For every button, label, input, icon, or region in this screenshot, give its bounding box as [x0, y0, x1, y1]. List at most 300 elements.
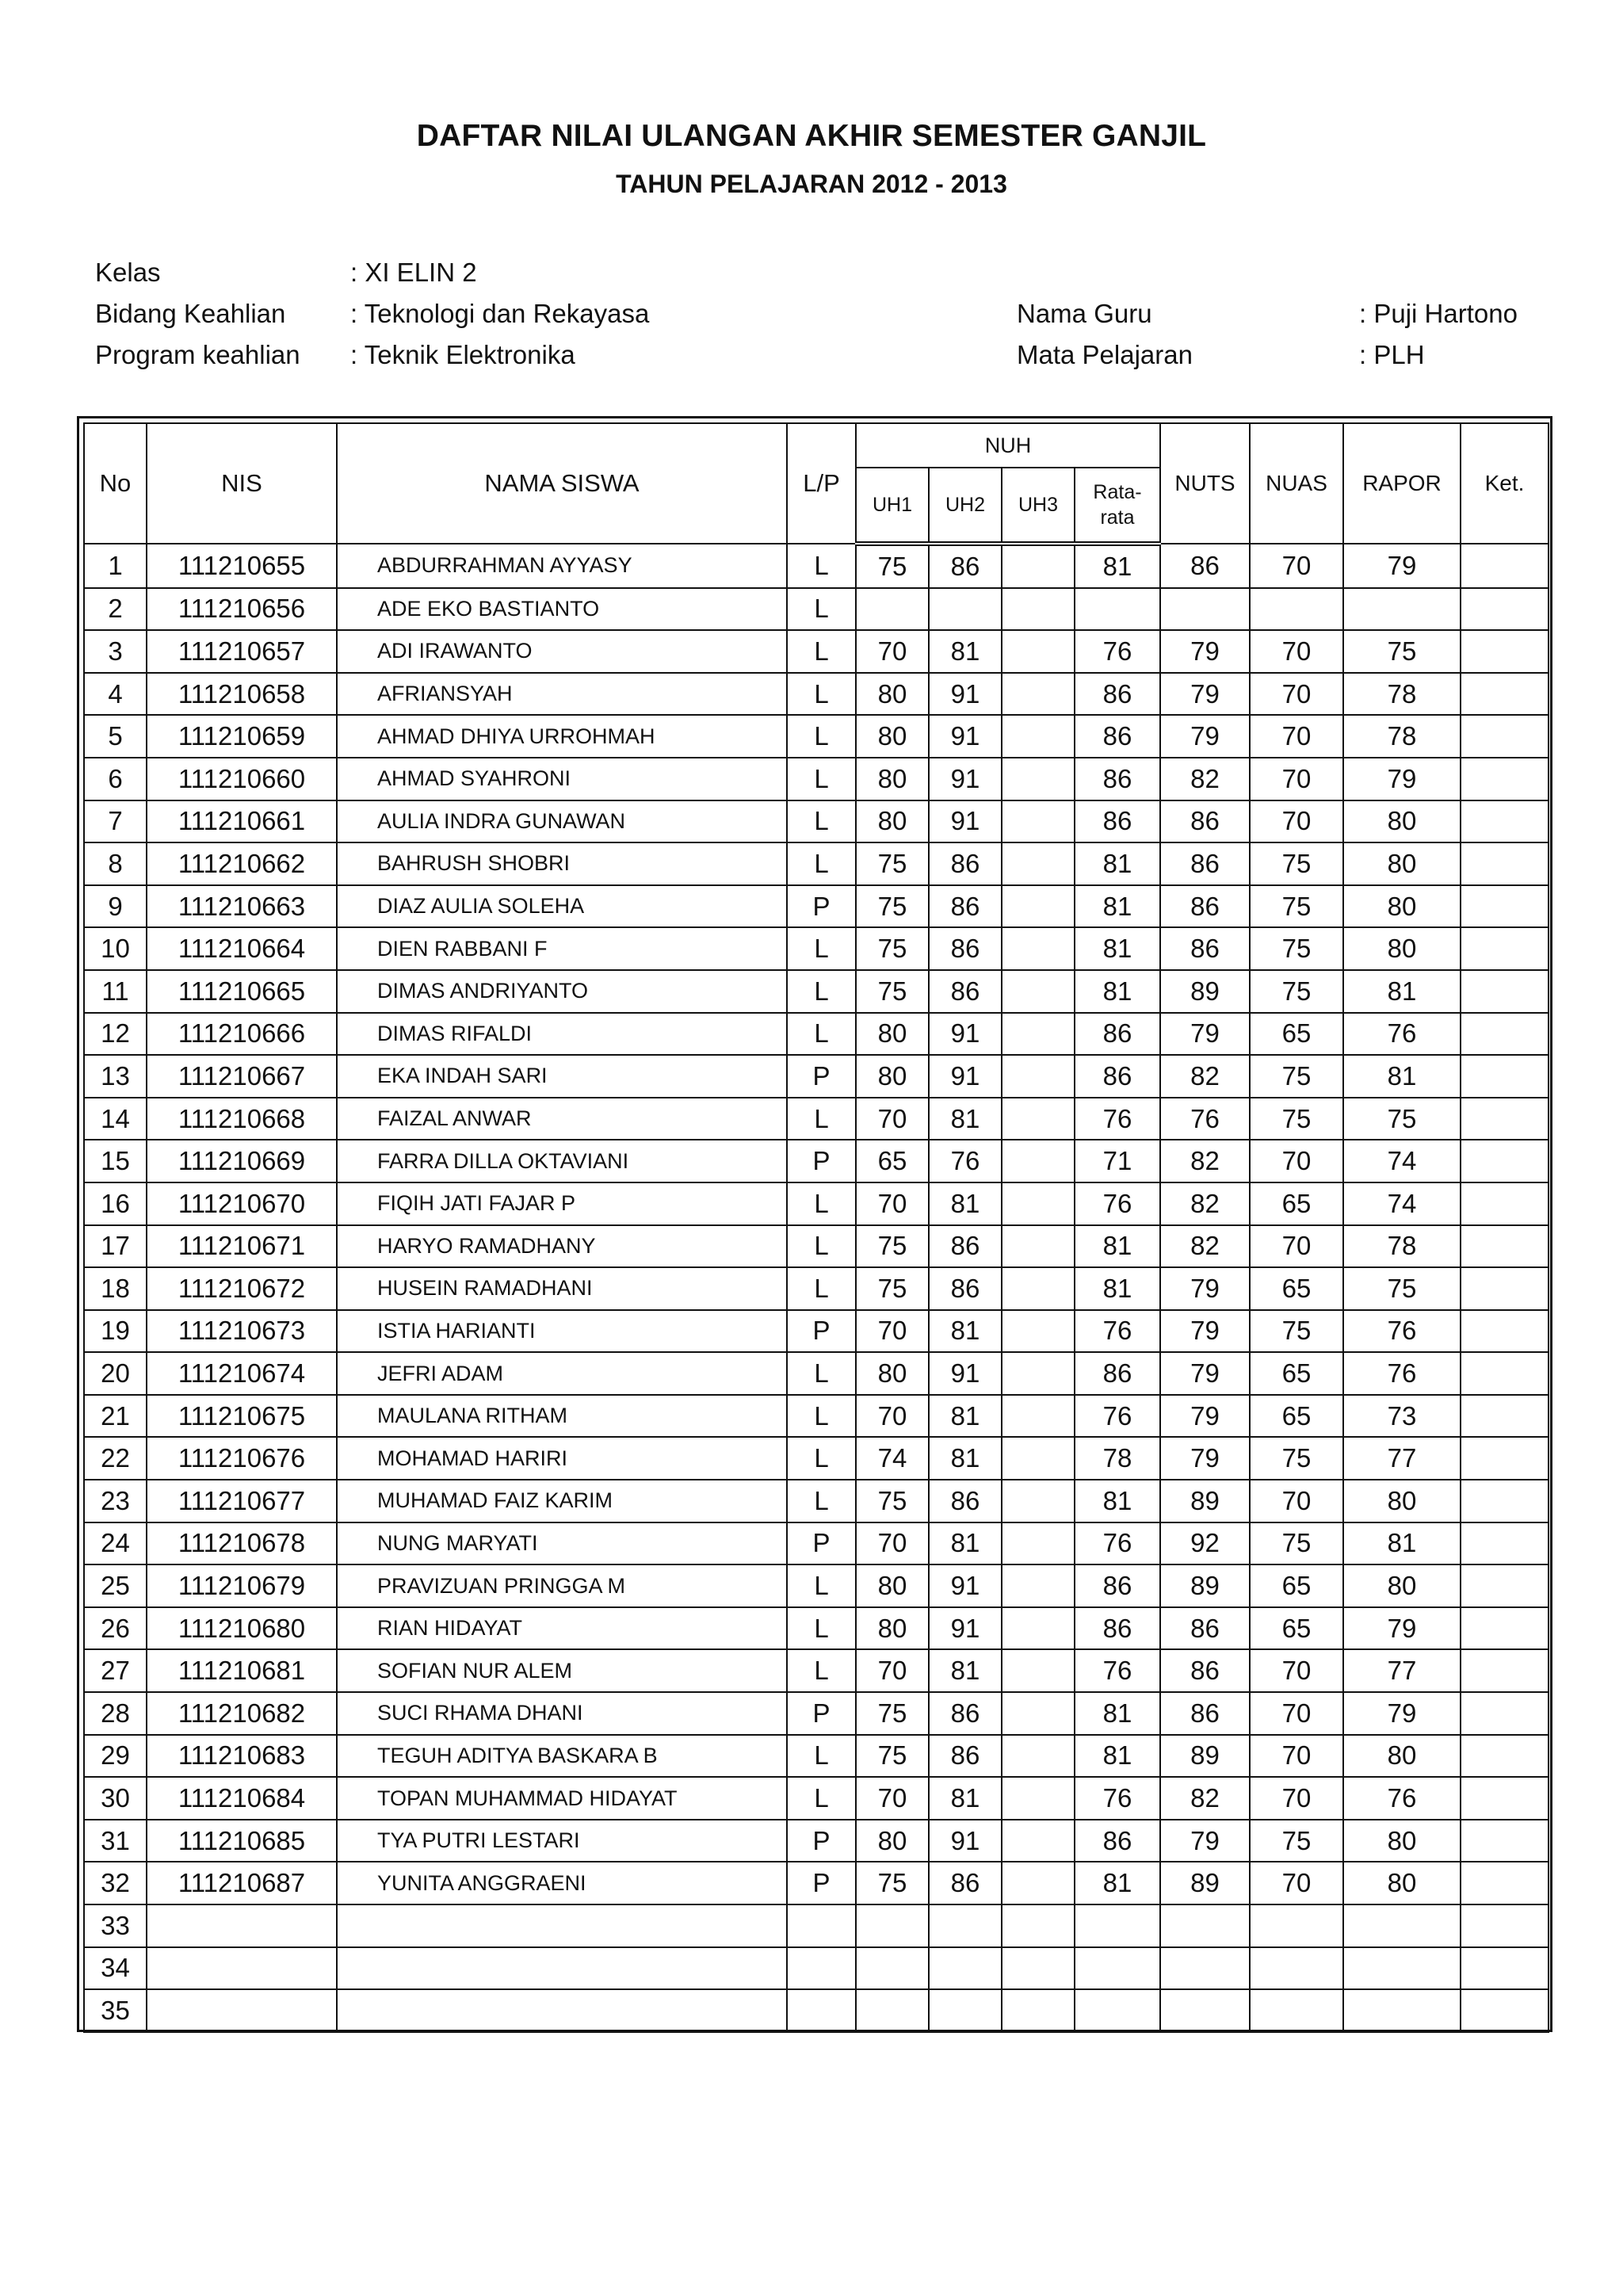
cell-nis: 111210675: [147, 1395, 337, 1438]
table-row: [84, 1182, 1549, 1225]
cell-lp: L: [787, 1564, 856, 1607]
cell-rapor: 77: [1343, 1649, 1461, 1692]
cell-uh1: 75: [856, 1692, 929, 1735]
table-row: [84, 1480, 1549, 1522]
cell-nis: 111210661: [147, 800, 337, 843]
cell-no: 24: [84, 1522, 147, 1565]
cell-uh1: 65: [856, 1140, 929, 1182]
cell-ket: [1461, 1013, 1549, 1056]
cell-uh1: 74: [856, 1437, 929, 1480]
cell-rata: 86: [1075, 673, 1160, 716]
guru-label: Nama Guru: [1017, 299, 1152, 328]
cell-rapor: 76: [1343, 1013, 1461, 1056]
cell-rata: 81: [1075, 842, 1160, 885]
cell-no: 10: [84, 927, 147, 970]
cell-rata: 86: [1075, 1055, 1160, 1098]
cell-nuas: 70: [1250, 1480, 1343, 1522]
cell-rapor: 79: [1343, 1692, 1461, 1735]
cell-nama: TEGUH ADITYA BASKARA B: [337, 1735, 787, 1778]
cell-nuas: 70: [1250, 1692, 1343, 1735]
cell-nama: DIMAS ANDRIYANTO: [337, 970, 787, 1013]
cell-uh2: 86: [929, 970, 1002, 1013]
cell-uh1: 70: [856, 1777, 929, 1820]
cell-nis: 111210676: [147, 1437, 337, 1480]
cell-lp: P: [787, 1692, 856, 1735]
table-row: [84, 1395, 1549, 1438]
cell-rapor: 78: [1343, 673, 1461, 716]
mapel-row: [1017, 334, 1518, 376]
cell-rapor: 80: [1343, 1735, 1461, 1778]
grades-table: [83, 422, 1549, 2033]
cell-uh3: [1002, 1140, 1075, 1182]
cell-uh3: [1002, 1098, 1075, 1140]
cell-no: 18: [84, 1267, 147, 1310]
cell-uh1: [856, 1904, 929, 1947]
cell-rapor: 81: [1343, 1055, 1461, 1098]
cell-ket: [1461, 1267, 1549, 1310]
cell-uh2: 81: [929, 1777, 1002, 1820]
cell-nama: DIMAS RIFALDI: [337, 1013, 787, 1056]
cell-nis: 111210669: [147, 1140, 337, 1182]
cell-nuas: 65: [1250, 1013, 1343, 1056]
cell-uh2: 86: [929, 1862, 1002, 1904]
cell-nama: DIEN RABBANI F: [337, 927, 787, 970]
bidang-value: : Teknologi dan Rekayasa: [350, 299, 650, 328]
cell-nuas: 65: [1250, 1182, 1343, 1225]
cell-lp: L: [787, 1182, 856, 1225]
cell-uh3: [1002, 1437, 1075, 1480]
cell-uh1: 80: [856, 1564, 929, 1607]
cell-uh3: [1002, 842, 1075, 885]
cell-ket: [1461, 1777, 1549, 1820]
cell-uh1: 80: [856, 673, 929, 716]
cell-uh3: [1002, 588, 1075, 631]
cell-nis: 111210684: [147, 1777, 337, 1820]
cell-nuas: 75: [1250, 927, 1343, 970]
cell-nama: ISTIA HARIANTI: [337, 1310, 787, 1353]
cell-ket: [1461, 1989, 1549, 2032]
cell-nuas: 70: [1250, 1649, 1343, 1692]
cell-rata: 76: [1075, 1098, 1160, 1140]
table-row: [84, 1310, 1549, 1353]
cell-uh1: 80: [856, 1607, 929, 1650]
cell-uh1: 75: [856, 885, 929, 928]
cell-nama: HUSEIN RAMADHANI: [337, 1267, 787, 1310]
cell-nama: AHMAD SYAHRONI: [337, 758, 787, 800]
cell-uh3: [1002, 1055, 1075, 1098]
program-value: : Teknik Elektronika: [350, 340, 575, 369]
cell-uh3: [1002, 673, 1075, 716]
cell-nuts: 86: [1160, 1692, 1250, 1735]
cell-no: 28: [84, 1692, 147, 1735]
cell-lp: P: [787, 1820, 856, 1862]
cell-no: 9: [84, 885, 147, 928]
table-row: [84, 1862, 1549, 1904]
cell-nuts: 79: [1160, 1013, 1250, 1056]
cell-lp: L: [787, 1437, 856, 1480]
cell-lp: L: [787, 1098, 856, 1140]
cell-rapor: 79: [1343, 544, 1461, 588]
cell-no: 35: [84, 1989, 147, 2032]
cell-uh3: [1002, 1862, 1075, 1904]
cell-nama: FAIZAL ANWAR: [337, 1098, 787, 1140]
cell-nuts: 89: [1160, 970, 1250, 1013]
guru-row: [1017, 293, 1518, 334]
cell-uh2: 81: [929, 1649, 1002, 1692]
cell-uh1: 75: [856, 1480, 929, 1522]
cell-nuas: 70: [1250, 673, 1343, 716]
cell-uh3: [1002, 1267, 1075, 1310]
cell-rata: 71: [1075, 1140, 1160, 1182]
cell-nuas: 70: [1250, 1140, 1343, 1182]
cell-uh2: 76: [929, 1140, 1002, 1182]
cell-rapor: 74: [1343, 1182, 1461, 1225]
cell-nuts: 86: [1160, 800, 1250, 843]
cell-ket: [1461, 1522, 1549, 1565]
table-row: [84, 1098, 1549, 1140]
cell-uh3: [1002, 1777, 1075, 1820]
cell-uh2: 86: [929, 927, 1002, 970]
cell-nama: AULIA INDRA GUNAWAN: [337, 800, 787, 843]
cell-nama: YUNITA ANGGRAENI: [337, 1862, 787, 1904]
table-row: [84, 1352, 1549, 1395]
bidang-row: [95, 293, 649, 334]
cell-nuts: 79: [1160, 673, 1250, 716]
cell-ket: [1461, 842, 1549, 885]
cell-nis: 111210680: [147, 1607, 337, 1650]
cell-ket: [1461, 1182, 1549, 1225]
cell-nis: 111210657: [147, 630, 337, 673]
cell-uh3: [1002, 758, 1075, 800]
table-row: [84, 842, 1549, 885]
cell-lp: L: [787, 1352, 856, 1395]
cell-rata: 76: [1075, 630, 1160, 673]
page-title: DAFTAR NILAI ULANGAN AKHIR SEMESTER GANJIL: [416, 119, 1207, 153]
cell-nuts: [1160, 1904, 1250, 1947]
cell-ket: [1461, 1607, 1549, 1650]
cell-nama: MUHAMAD FAIZ KARIM: [337, 1480, 787, 1522]
cell-nama: DIAZ AULIA SOLEHA: [337, 885, 787, 928]
table-row: [84, 715, 1549, 758]
cell-uh1: 70: [856, 630, 929, 673]
cell-lp: L: [787, 927, 856, 970]
cell-uh1: 80: [856, 1820, 929, 1862]
cell-rata: 86: [1075, 758, 1160, 800]
cell-ket: [1461, 630, 1549, 673]
cell-nuts: 79: [1160, 1437, 1250, 1480]
cell-rapor: 81: [1343, 1522, 1461, 1565]
cell-nuts: 82: [1160, 1777, 1250, 1820]
cell-ket: [1461, 1692, 1549, 1735]
cell-uh3: [1002, 1649, 1075, 1692]
cell-lp: P: [787, 1310, 856, 1353]
cell-uh1: 70: [856, 1395, 929, 1438]
cell-nuts: 79: [1160, 1310, 1250, 1353]
cell-uh3: [1002, 1522, 1075, 1565]
cell-rapor: 81: [1343, 970, 1461, 1013]
program-row: [95, 334, 649, 376]
cell-uh1: 75: [856, 1225, 929, 1268]
cell-uh3: [1002, 1225, 1075, 1268]
cell-no: 6: [84, 758, 147, 800]
cell-nama: TYA PUTRI LESTARI: [337, 1820, 787, 1862]
cell-lp: L: [787, 630, 856, 673]
cell-nuas: 75: [1250, 1820, 1343, 1862]
header-rapor: RAPOR: [1343, 423, 1461, 544]
cell-lp: L: [787, 842, 856, 885]
cell-nis: 111210665: [147, 970, 337, 1013]
cell-uh3: [1002, 927, 1075, 970]
cell-uh3: [1002, 715, 1075, 758]
cell-uh1: 80: [856, 1013, 929, 1056]
cell-ket: [1461, 1225, 1549, 1268]
cell-rata: [1075, 1904, 1160, 1947]
cell-lp: L: [787, 588, 856, 631]
cell-rapor: [1343, 1947, 1461, 1990]
cell-lp: L: [787, 1267, 856, 1310]
cell-nama: FARRA DILLA OKTAVIANI: [337, 1140, 787, 1182]
cell-uh2: 86: [929, 1225, 1002, 1268]
cell-nuas: 75: [1250, 885, 1343, 928]
cell-uh1: 80: [856, 758, 929, 800]
cell-nuas: 70: [1250, 758, 1343, 800]
cell-uh3: [1002, 1310, 1075, 1353]
cell-uh2: 81: [929, 1182, 1002, 1225]
cell-no: 2: [84, 588, 147, 631]
cell-lp: L: [787, 1013, 856, 1056]
cell-nuts: 86: [1160, 1649, 1250, 1692]
cell-nuts: 86: [1160, 885, 1250, 928]
table-row: [84, 1267, 1549, 1310]
cell-nuts: 86: [1160, 842, 1250, 885]
cell-nama: AHMAD DHIYA URROHMAH: [337, 715, 787, 758]
cell-no: 30: [84, 1777, 147, 1820]
cell-nuas: 75: [1250, 1310, 1343, 1353]
cell-nuas: 70: [1250, 1225, 1343, 1268]
cell-uh3: [1002, 1564, 1075, 1607]
cell-uh3: [1002, 1692, 1075, 1735]
class-info: [95, 252, 649, 376]
cell-ket: [1461, 1947, 1549, 1990]
cell-nama: NUNG MARYATI: [337, 1522, 787, 1565]
cell-rata: 76: [1075, 1395, 1160, 1438]
cell-nis: 111210658: [147, 673, 337, 716]
cell-uh1: 70: [856, 1310, 929, 1353]
cell-uh1: 70: [856, 1649, 929, 1692]
cell-uh1: [856, 1947, 929, 1990]
teacher-info: [1017, 293, 1518, 376]
cell-lp: [787, 1989, 856, 2032]
cell-rata: 76: [1075, 1182, 1160, 1225]
table-row: [84, 1225, 1549, 1268]
cell-uh1: [856, 1989, 929, 2032]
cell-nuts: 86: [1160, 1607, 1250, 1650]
cell-uh2: 81: [929, 1522, 1002, 1565]
cell-no: 1: [84, 544, 147, 588]
cell-no: 5: [84, 715, 147, 758]
cell-nuts: 79: [1160, 715, 1250, 758]
cell-ket: [1461, 1862, 1549, 1904]
cell-nuas: 70: [1250, 1777, 1343, 1820]
cell-lp: L: [787, 1225, 856, 1268]
cell-uh1: 80: [856, 1352, 929, 1395]
cell-nuts: [1160, 1947, 1250, 1990]
cell-nis: [147, 1989, 337, 2032]
cell-nuts: 82: [1160, 1055, 1250, 1098]
cell-no: 32: [84, 1862, 147, 1904]
cell-no: 34: [84, 1947, 147, 1990]
cell-nama: SOFIAN NUR ALEM: [337, 1649, 787, 1692]
cell-uh1: 75: [856, 842, 929, 885]
cell-no: 16: [84, 1182, 147, 1225]
cell-nuts: [1160, 1989, 1250, 2032]
cell-nuts: 89: [1160, 1862, 1250, 1904]
cell-uh1: 75: [856, 544, 929, 588]
cell-rata: 86: [1075, 1013, 1160, 1056]
cell-nis: 111210663: [147, 885, 337, 928]
cell-uh2: [929, 1947, 1002, 1990]
table-row: [84, 588, 1549, 631]
cell-nis: 111210683: [147, 1735, 337, 1778]
cell-nis: 111210668: [147, 1098, 337, 1140]
cell-ket: [1461, 1735, 1549, 1778]
mapel-value: : PLH: [1359, 340, 1425, 369]
cell-rapor: 77: [1343, 1437, 1461, 1480]
cell-rapor: 76: [1343, 1352, 1461, 1395]
table-row: [84, 1013, 1549, 1056]
cell-ket: [1461, 1310, 1549, 1353]
cell-no: 25: [84, 1564, 147, 1607]
cell-nis: 111210672: [147, 1267, 337, 1310]
cell-rata: 81: [1075, 1692, 1160, 1735]
cell-uh3: [1002, 1607, 1075, 1650]
cell-nama: [337, 1904, 787, 1947]
cell-uh3: [1002, 1013, 1075, 1056]
cell-nuas: 65: [1250, 1267, 1343, 1310]
cell-nuas: 75: [1250, 1055, 1343, 1098]
cell-uh2: 91: [929, 715, 1002, 758]
cell-no: 14: [84, 1098, 147, 1140]
cell-ket: [1461, 1480, 1549, 1522]
cell-nis: 111210673: [147, 1310, 337, 1353]
cell-nama: MOHAMAD HARIRI: [337, 1437, 787, 1480]
cell-lp: [787, 1947, 856, 1990]
cell-nis: 111210667: [147, 1055, 337, 1098]
table-row: [84, 885, 1549, 928]
header-rata-rata: [1075, 468, 1160, 544]
cell-rapor: 80: [1343, 1564, 1461, 1607]
cell-no: 17: [84, 1225, 147, 1268]
table-row: [84, 970, 1549, 1013]
cell-lp: L: [787, 673, 856, 716]
cell-nis: 111210679: [147, 1564, 337, 1607]
cell-ket: [1461, 1352, 1549, 1395]
cell-rata: 86: [1075, 1564, 1160, 1607]
header-nama: NAMA SISWA: [337, 423, 787, 544]
cell-uh2: 91: [929, 673, 1002, 716]
cell-rata: 86: [1075, 715, 1160, 758]
cell-nuts: 79: [1160, 1820, 1250, 1862]
cell-nuas: [1250, 1947, 1343, 1990]
cell-uh2: 81: [929, 1310, 1002, 1353]
cell-lp: P: [787, 885, 856, 928]
cell-uh3: [1002, 1352, 1075, 1395]
cell-rapor: 80: [1343, 1862, 1461, 1904]
header-nis: NIS: [147, 423, 337, 544]
cell-uh2: 91: [929, 1055, 1002, 1098]
cell-no: 27: [84, 1649, 147, 1692]
cell-ket: [1461, 1140, 1549, 1182]
kelas-label: Kelas: [95, 258, 161, 287]
table-row: [84, 544, 1549, 588]
cell-no: 20: [84, 1352, 147, 1395]
table-row: [84, 800, 1549, 843]
cell-nuas: 75: [1250, 842, 1343, 885]
cell-ket: [1461, 800, 1549, 843]
cell-ket: [1461, 1055, 1549, 1098]
cell-nama: HARYO RAMADHANY: [337, 1225, 787, 1268]
table-row: [84, 1649, 1549, 1692]
cell-nuts: 86: [1160, 544, 1250, 588]
cell-lp: P: [787, 1862, 856, 1904]
cell-nis: 111210682: [147, 1692, 337, 1735]
cell-ket: [1461, 1820, 1549, 1862]
cell-uh3: [1002, 800, 1075, 843]
cell-nama: ABDURRAHMAN AYYASY: [337, 544, 787, 588]
table-row: [84, 1055, 1549, 1098]
cell-nuas: [1250, 1904, 1343, 1947]
cell-uh1: 75: [856, 1267, 929, 1310]
cell-rapor: 78: [1343, 1225, 1461, 1268]
cell-nuas: 70: [1250, 630, 1343, 673]
cell-rapor: 80: [1343, 885, 1461, 928]
cell-nuas: 65: [1250, 1352, 1343, 1395]
cell-nuas: 65: [1250, 1395, 1343, 1438]
cell-rata: 81: [1075, 1225, 1160, 1268]
cell-uh3: [1002, 885, 1075, 928]
cell-uh1: 80: [856, 800, 929, 843]
cell-no: 4: [84, 673, 147, 716]
cell-uh2: 91: [929, 800, 1002, 843]
cell-nuts: [1160, 588, 1250, 631]
cell-nama: TOPAN MUHAMMAD HIDAYAT: [337, 1777, 787, 1820]
table-row: [84, 1140, 1549, 1182]
cell-nis: 111210664: [147, 927, 337, 970]
cell-no: 7: [84, 800, 147, 843]
header-uh2: UH2: [929, 468, 1002, 544]
cell-nuas: 65: [1250, 1564, 1343, 1607]
table-row: [84, 1777, 1549, 1820]
cell-rata: 81: [1075, 970, 1160, 1013]
cell-uh2: 91: [929, 1820, 1002, 1862]
cell-nis: [147, 1947, 337, 1990]
cell-nama: [337, 1989, 787, 2032]
bidang-label: Bidang Keahlian: [95, 299, 286, 328]
cell-lp: L: [787, 970, 856, 1013]
cell-nis: 111210678: [147, 1522, 337, 1565]
cell-lp: L: [787, 800, 856, 843]
cell-nis: 111210659: [147, 715, 337, 758]
cell-rata: 86: [1075, 1607, 1160, 1650]
cell-lp: L: [787, 1777, 856, 1820]
cell-nuts: 79: [1160, 630, 1250, 673]
header-uh3: UH3: [1002, 468, 1075, 544]
cell-nuas: 75: [1250, 1437, 1343, 1480]
cell-nuas: 75: [1250, 1098, 1343, 1140]
cell-ket: [1461, 970, 1549, 1013]
header-rata-line2: rata: [1100, 506, 1135, 529]
cell-uh1: 70: [856, 1098, 929, 1140]
